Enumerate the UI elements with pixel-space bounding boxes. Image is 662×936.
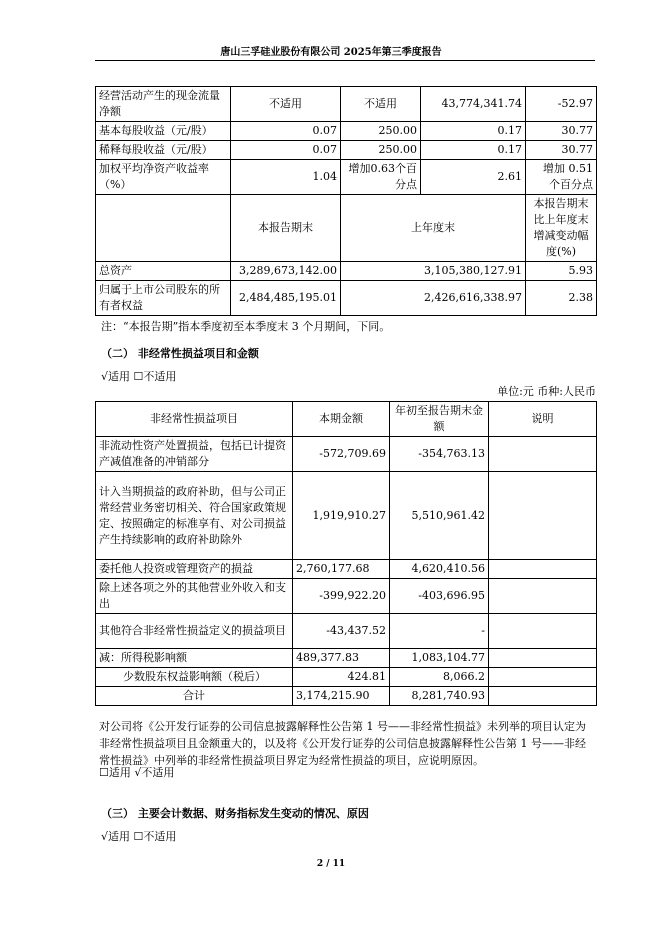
unit-currency-label: 单位:元 币种:人民币 bbox=[497, 385, 596, 398]
cell: 0.17 bbox=[421, 122, 526, 141]
ytd-amount-cell: 8,066.2 bbox=[390, 668, 489, 687]
note-cell bbox=[489, 472, 597, 560]
column-header: 说明 bbox=[489, 402, 597, 437]
table-row bbox=[96, 560, 597, 579]
cell: 5.93 bbox=[526, 262, 597, 281]
cell: 3,289,673,142.00 bbox=[231, 262, 341, 281]
column-header: 上年度末 bbox=[341, 195, 526, 262]
page-header-title: 唐山三孚硅业股份有限公司 2025年第三季度报告 bbox=[220, 47, 442, 58]
item-cell: 减：所得税影响额 bbox=[96, 649, 293, 668]
row-label: 加权平均净资产收益率（%） bbox=[96, 160, 231, 195]
current-amount-cell: 1,919,910.27 bbox=[293, 472, 390, 560]
table-subheader-row bbox=[96, 195, 597, 262]
cell: 不适用 bbox=[341, 87, 421, 122]
table-row bbox=[96, 579, 597, 614]
explanation-paragraph: 对公司将《公开发行证券的公司信息披露解释性公告第 1 号——非经常性损益》未列举的项目认定为非经常性损益项目且金额重大的，以及将《公开发行证券的公司信息披露解释性公告第 1 号——非经常性损益》中列举的非经常性损益项目界定为经常性损益的项目，应说明原因。 bbox=[99, 720, 586, 767]
cell: 250.00 bbox=[341, 141, 421, 160]
cell: 43,774,341.74 bbox=[421, 87, 526, 122]
note-cell bbox=[489, 614, 597, 649]
section-3-title: （三） 主要会计数据、财务指标发生变动的情况、原因 bbox=[101, 807, 369, 820]
table-row bbox=[96, 472, 597, 560]
cell: 3,105,380,127.91 bbox=[341, 262, 526, 281]
section-3-applicable: √适用 ☐不适用 bbox=[101, 830, 177, 843]
report-period-note: 注：“本报告期”指本季度初至本季度末 3 个月期间，下同。 bbox=[101, 320, 391, 333]
non-recurring-items-table bbox=[95, 401, 597, 706]
cell: 0.07 bbox=[231, 122, 341, 141]
ytd-amount-cell: 4,620,410.56 bbox=[390, 560, 489, 579]
cell: 1.04 bbox=[231, 160, 341, 195]
cell: 2,426,616,338.97 bbox=[341, 281, 526, 316]
explanation-applicable: ☐适用 √不适用 bbox=[99, 766, 175, 779]
current-amount-cell: 3,174,215.90 bbox=[293, 687, 390, 706]
column-header: 本报告期末 bbox=[231, 195, 341, 262]
ytd-amount-cell: 1,083,104.77 bbox=[390, 649, 489, 668]
item-cell: 少数股东权益影响额（税后） bbox=[96, 668, 293, 687]
ytd-amount-cell: 8,281,740.93 bbox=[390, 687, 489, 706]
note-cell bbox=[489, 579, 597, 614]
item-cell: 非流动性资产处置损益，包括已计提资产减值准备的冲销部分 bbox=[96, 437, 293, 472]
cell: 2.38 bbox=[526, 281, 597, 316]
cell: 2,484,485,195.01 bbox=[231, 281, 341, 316]
column-header: 本期金额 bbox=[293, 402, 390, 437]
current-amount-cell: 2,760,177.68 bbox=[293, 560, 390, 579]
note-cell bbox=[489, 437, 597, 472]
cell: -52.97 bbox=[526, 87, 597, 122]
cell: 增加0.63个百分点 bbox=[341, 160, 421, 195]
column-header: 非经常性损益项目 bbox=[96, 402, 293, 437]
row-label: 经营活动产生的现金流量净额 bbox=[96, 87, 231, 122]
item-cell: 其他符合非经常性损益定义的损益项目 bbox=[96, 614, 293, 649]
cell: 30.77 bbox=[526, 141, 597, 160]
ytd-amount-cell: -403,696.95 bbox=[390, 579, 489, 614]
table-row bbox=[96, 141, 597, 160]
item-cell: 除上述各项之外的其他营业外收入和支出 bbox=[96, 579, 293, 614]
cell: 增加 0.51 个百分点 bbox=[526, 160, 597, 195]
header-rule bbox=[95, 60, 595, 61]
section-2-title: （二） 非经常性损益项目和金额 bbox=[101, 347, 259, 360]
column-header: 本报告期末比上年度末增减变动幅度(%) bbox=[526, 195, 597, 262]
table-total-row bbox=[96, 687, 597, 706]
column-header: 年初至报告期末金额 bbox=[390, 402, 489, 437]
item-cell: 合计 bbox=[96, 687, 293, 706]
table-row bbox=[96, 437, 597, 472]
table-row bbox=[96, 122, 597, 141]
row-label: 归属于上市公司股东的所有者权益 bbox=[96, 281, 231, 316]
table-row bbox=[96, 668, 597, 687]
current-amount-cell: 489,377.83 bbox=[293, 649, 390, 668]
section-2-applicable: √适用 ☐不适用 bbox=[101, 370, 177, 383]
ytd-amount-cell: 5,510,961.42 bbox=[390, 472, 489, 560]
key-financial-data-table bbox=[95, 86, 597, 316]
row-label: 基本每股收益（元/股） bbox=[96, 122, 231, 141]
cell: 250.00 bbox=[341, 122, 421, 141]
note-cell bbox=[489, 668, 597, 687]
table-header-row bbox=[96, 402, 597, 437]
current-amount-cell: 424.81 bbox=[293, 668, 390, 687]
table-row bbox=[96, 87, 597, 122]
cell: 2.61 bbox=[421, 160, 526, 195]
cell: 0.07 bbox=[231, 141, 341, 160]
item-cell: 计入当期损益的政府补助，但与公司正常经营业务密切相关、符合国家政策规定、按照确定的标准享有、对公司损益产生持续影响的政府补助除外 bbox=[96, 472, 293, 560]
page-number: 2 / 11 bbox=[316, 859, 346, 869]
table-row bbox=[96, 262, 597, 281]
cell: 0.17 bbox=[421, 141, 526, 160]
cell: 30.77 bbox=[526, 122, 597, 141]
table-row bbox=[96, 281, 597, 316]
table-row bbox=[96, 614, 597, 649]
empty-cell bbox=[96, 195, 231, 262]
item-cell: 委托他人投资或管理资产的损益 bbox=[96, 560, 293, 579]
row-label: 总资产 bbox=[96, 262, 231, 281]
table-row bbox=[96, 649, 597, 668]
current-amount-cell: -572,709.69 bbox=[293, 437, 390, 472]
note-cell bbox=[489, 687, 597, 706]
current-amount-cell: -43,437.52 bbox=[293, 614, 390, 649]
note-cell bbox=[489, 649, 597, 668]
row-label: 稀释每股收益（元/股） bbox=[96, 141, 231, 160]
cell: 不适用 bbox=[231, 87, 341, 122]
table-row bbox=[96, 160, 597, 195]
ytd-amount-cell: -354,763.13 bbox=[390, 437, 489, 472]
current-amount-cell: -399,922.20 bbox=[293, 579, 390, 614]
ytd-amount-cell: - bbox=[390, 614, 489, 649]
note-cell bbox=[489, 560, 597, 579]
